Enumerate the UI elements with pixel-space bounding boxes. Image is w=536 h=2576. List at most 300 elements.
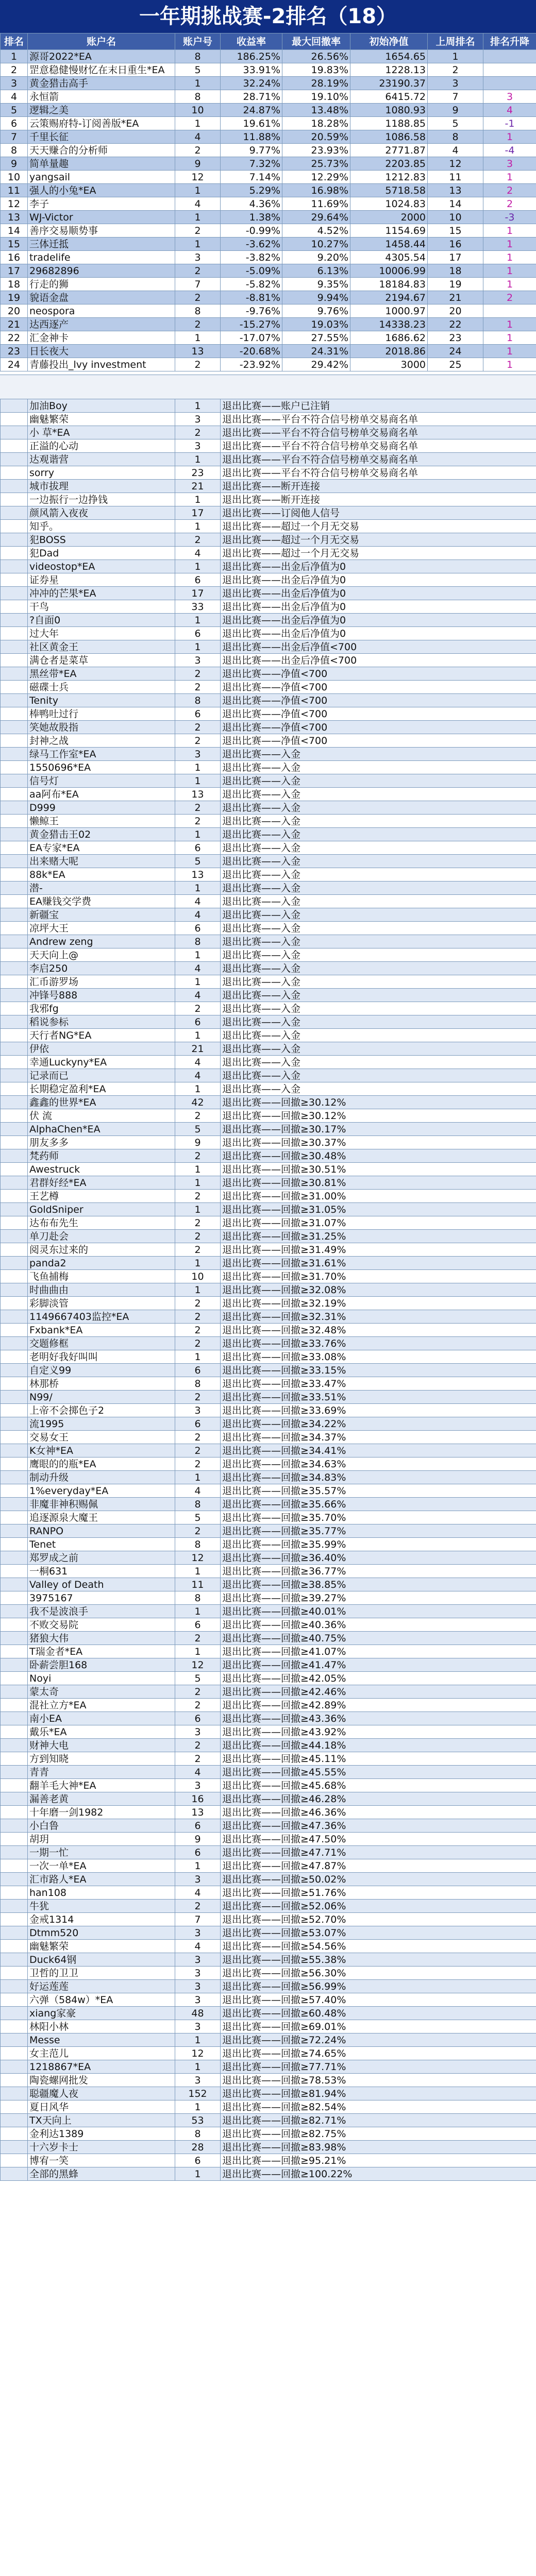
- cell-name: 金戒1314: [28, 1913, 175, 1926]
- cell-rank-empty: [1, 547, 28, 560]
- cell-reason: 退出比赛——入金: [221, 895, 536, 908]
- cell-rank-empty: [1, 1404, 28, 1417]
- cell-acct: 3: [175, 748, 221, 761]
- cell-acct: 2: [175, 224, 221, 238]
- cell-chg: 1: [483, 171, 536, 184]
- cell-chg: 1: [483, 318, 536, 331]
- exited-row: [1, 1524, 536, 1538]
- cell-name: Duck64钢: [28, 1953, 175, 1967]
- cell-reason: 退出比赛——入金: [221, 922, 536, 935]
- cell-name: 犯BOSS: [28, 533, 175, 547]
- cell-reason: 退出比赛——订阅他人信号: [221, 506, 536, 520]
- cell-name: RANPO: [28, 1524, 175, 1538]
- cell-name: Valley of Death: [28, 1578, 175, 1591]
- cell-reason: 退出比赛——平台不符合信号榜单交易商名单: [221, 453, 536, 466]
- cell-reason: 退出比赛——回撤≥44.18%: [221, 1739, 536, 1752]
- cell-chg: 2: [483, 291, 536, 304]
- cell-rank-empty: [1, 1471, 28, 1484]
- exited-row: [1, 1565, 536, 1578]
- cell-acct: 4: [175, 908, 221, 922]
- cell-last: 20: [428, 304, 483, 318]
- cell-acct: 1: [175, 1176, 221, 1190]
- cell-init: 18184.83: [350, 278, 428, 291]
- cell-acct: 1: [175, 238, 221, 251]
- cell-acct: 1: [175, 614, 221, 627]
- cell-reason: 退出比赛——回撤≥33.76%: [221, 1337, 536, 1350]
- exited-row: [1, 1618, 536, 1632]
- cell-name: 朋友多多: [28, 1136, 175, 1149]
- cell-acct: 1: [175, 774, 221, 788]
- cell-rank-empty: [1, 1645, 28, 1658]
- cell-dd: 25.73%: [282, 157, 350, 171]
- cell-name: 知乎。: [28, 520, 175, 533]
- exited-row: [1, 1926, 536, 1940]
- cell-acct: 8: [175, 935, 221, 948]
- exited-row: [1, 439, 536, 453]
- exited-row: [1, 962, 536, 975]
- exited-row: [1, 547, 536, 560]
- cell-rank-empty: [1, 1819, 28, 1833]
- cell-rank-empty: [1, 1873, 28, 1886]
- cell-name: 好运莲莲: [28, 1980, 175, 1993]
- cell-chg: [483, 304, 536, 318]
- cell-name: panda2: [28, 1257, 175, 1270]
- cell-rank: 19: [1, 291, 28, 304]
- cell-rank-empty: [1, 1699, 28, 1712]
- cell-ret: -3.82%: [221, 251, 282, 264]
- cell-reason: 退出比赛——回撤≥42.05%: [221, 1672, 536, 1685]
- cell-rank-empty: [1, 681, 28, 694]
- cell-rank-empty: [1, 935, 28, 948]
- cell-name: 出来赌大呢: [28, 855, 175, 868]
- cell-rank-empty: [1, 2047, 28, 2060]
- cell-rank-empty: [1, 1056, 28, 1069]
- cell-dd: 23.93%: [282, 144, 350, 157]
- cell-acct: 1: [175, 117, 221, 130]
- exited-row: [1, 748, 536, 761]
- exited-row: [1, 681, 536, 694]
- cell-name: 我邪fg: [28, 1002, 175, 1015]
- cell-rank-empty: [1, 774, 28, 788]
- cell-rank-empty: [1, 962, 28, 975]
- cell-acct: 2: [175, 264, 221, 278]
- cell-acct: 3: [175, 1953, 221, 1967]
- cell-last: 16: [428, 238, 483, 251]
- exited-row: [1, 1632, 536, 1645]
- table-row: [1, 77, 536, 90]
- cell-rank-empty: [1, 1632, 28, 1645]
- cell-ret: 11.88%: [221, 130, 282, 144]
- cell-acct: 4: [175, 1069, 221, 1082]
- cell-name: 源哥2022*EA: [28, 50, 175, 63]
- cell-name: videostop*EA: [28, 560, 175, 573]
- cell-reason: 退出比赛——入金: [221, 841, 536, 855]
- table-row: [1, 238, 536, 251]
- cell-reason: 退出比赛——回撤≥31.61%: [221, 1257, 536, 1270]
- cell-acct: 6: [175, 1712, 221, 1725]
- cell-dd: 28.19%: [282, 77, 350, 90]
- cell-rank: 1: [1, 50, 28, 63]
- exited-row: [1, 828, 536, 841]
- exited-row: [1, 1511, 536, 1524]
- cell-init: 2000: [350, 211, 428, 224]
- cell-rank-empty: [1, 1082, 28, 1096]
- cell-acct: 3: [175, 2074, 221, 2087]
- cell-name: 信号灯: [28, 774, 175, 788]
- cell-reason: 退出比赛——回撤≥56.30%: [221, 1967, 536, 1980]
- exited-row: [1, 2047, 536, 2060]
- cell-init: 1654.65: [350, 50, 428, 63]
- cell-name: 过大年: [28, 627, 175, 640]
- cell-reason: 退出比赛——回撤≥33.51%: [221, 1391, 536, 1404]
- cell-rank-empty: [1, 627, 28, 640]
- cell-reason: 退出比赛——出金后净值<700: [221, 654, 536, 667]
- cell-name: AlphaChen*EA: [28, 1123, 175, 1136]
- exited-row: [1, 774, 536, 788]
- cell-acct: 9: [175, 1136, 221, 1149]
- cell-dd: 19.10%: [282, 90, 350, 104]
- cell-name: 达西逐产: [28, 318, 175, 331]
- cell-acct: 1: [175, 453, 221, 466]
- cell-name: 制动升级: [28, 1471, 175, 1484]
- cell-dd: 19.83%: [282, 63, 350, 77]
- cell-reason: 退出比赛——回撤≥34.63%: [221, 1458, 536, 1471]
- cell-chg: 1: [483, 264, 536, 278]
- cell-last: 5: [428, 117, 483, 130]
- cell-reason: 退出比赛——断开连接: [221, 493, 536, 506]
- cell-reason: 退出比赛——回撤≥82.54%: [221, 2100, 536, 2114]
- exited-row: [1, 1766, 536, 1779]
- cell-rank: 23: [1, 345, 28, 358]
- cell-dd: 9.35%: [282, 278, 350, 291]
- exited-row: [1, 1484, 536, 1498]
- cell-name: Tenet: [28, 1538, 175, 1551]
- ranking-table: [0, 49, 536, 371]
- cell-reason: 退出比赛——入金: [221, 1015, 536, 1029]
- cell-rank-empty: [1, 1551, 28, 1565]
- cell-acct: 8: [175, 2127, 221, 2141]
- exited-row: [1, 1297, 536, 1310]
- cell-reason: 退出比赛——回撤≥33.15%: [221, 1364, 536, 1377]
- cell-reason: 退出比赛——回撤≥40.01%: [221, 1605, 536, 1618]
- cell-name: Awestruck: [28, 1163, 175, 1176]
- table-row: [1, 144, 536, 157]
- cell-reason: 退出比赛——回撤≥30.51%: [221, 1163, 536, 1176]
- cell-init: 2203.85: [350, 157, 428, 171]
- cell-reason: 退出比赛——回撤≥60.48%: [221, 2007, 536, 2020]
- cell-acct: 13: [175, 345, 221, 358]
- exited-row: [1, 1578, 536, 1591]
- cell-rank-empty: [1, 922, 28, 935]
- cell-ret: -5.82%: [221, 278, 282, 291]
- cell-reason: 退出比赛——回撤≥56.99%: [221, 1980, 536, 1993]
- cell-name: 郑罗成之前: [28, 1551, 175, 1565]
- cell-name: 封神之战: [28, 734, 175, 748]
- exited-row: [1, 1029, 536, 1042]
- cell-acct: 1: [175, 828, 221, 841]
- cell-acct: 2: [175, 1900, 221, 1913]
- cell-dd: 16.98%: [282, 184, 350, 197]
- cell-name: han108: [28, 1886, 175, 1900]
- cell-reason: 退出比赛——回撤≥42.89%: [221, 1699, 536, 1712]
- table-row: [1, 184, 536, 197]
- exited-row: [1, 841, 536, 855]
- exited-row: [1, 1967, 536, 1980]
- cell-acct: 2: [175, 1752, 221, 1766]
- cell-acct: 2: [175, 1524, 221, 1538]
- cell-last: 23: [428, 331, 483, 345]
- exited-row: [1, 506, 536, 520]
- exited-row: [1, 1739, 536, 1752]
- cell-reason: 退出比赛——回撤≥31.00%: [221, 1190, 536, 1203]
- cell-name: Andrew zeng: [28, 935, 175, 948]
- cell-reason: 退出比赛——入金: [221, 1042, 536, 1056]
- cell-rank: 18: [1, 278, 28, 291]
- cell-acct: 4: [175, 1056, 221, 1069]
- cell-acct: 1: [175, 1029, 221, 1042]
- cell-name: 满仓者是菜草: [28, 654, 175, 667]
- cell-name: 一期一忙: [28, 1846, 175, 1859]
- exited-row: [1, 1940, 536, 1953]
- cell-name: 正溢的心动: [28, 439, 175, 453]
- cell-name: 伏 流: [28, 1109, 175, 1123]
- cell-dd: 11.69%: [282, 197, 350, 211]
- cell-name: 长期稳定盈利*EA: [28, 1082, 175, 1096]
- cell-name: 卧薪尝胆168: [28, 1658, 175, 1672]
- cell-reason: 退出比赛——回撤≥52.06%: [221, 1900, 536, 1913]
- cell-name: EA专家*EA: [28, 841, 175, 855]
- cell-acct: 1: [175, 1471, 221, 1484]
- exited-row: [1, 1391, 536, 1404]
- exited-row: [1, 948, 536, 962]
- exited-row: [1, 1310, 536, 1324]
- cell-acct: 2: [175, 291, 221, 304]
- header-return: 收益率: [221, 33, 282, 50]
- cell-reason: 退出比赛——回撤≥47.50%: [221, 1833, 536, 1846]
- cell-init: 3000: [350, 358, 428, 371]
- cell-chg: 1: [483, 331, 536, 345]
- exited-row: [1, 1605, 536, 1618]
- cell-name: 鹰眼的的瓶*EA: [28, 1458, 175, 1471]
- cell-chg: -1: [483, 117, 536, 130]
- cell-acct: 8: [175, 304, 221, 318]
- cell-ret: -8.81%: [221, 291, 282, 304]
- cell-last: 8: [428, 130, 483, 144]
- cell-acct: 2: [175, 1149, 221, 1163]
- table-row: [1, 130, 536, 144]
- table-row: [1, 50, 536, 63]
- cell-last: 21: [428, 291, 483, 304]
- cell-name: 一桐631: [28, 1565, 175, 1578]
- cell-name: 社区黄金王: [28, 640, 175, 654]
- exited-row: [1, 1283, 536, 1297]
- cell-acct: 2: [175, 144, 221, 157]
- exited-row: [1, 640, 536, 654]
- cell-reason: 退出比赛——回撤≥32.19%: [221, 1297, 536, 1310]
- cell-reason: 退出比赛——入金: [221, 882, 536, 895]
- cell-last: 22: [428, 318, 483, 331]
- cell-acct: 33: [175, 600, 221, 614]
- cell-reason: 退出比赛——回撤≥32.31%: [221, 1310, 536, 1324]
- cell-dd: 4.52%: [282, 224, 350, 238]
- cell-rank-empty: [1, 1364, 28, 1377]
- cell-rank-empty: [1, 2074, 28, 2087]
- cell-acct: 13: [175, 788, 221, 801]
- header-init: 初始净值: [350, 33, 428, 50]
- cell-init: 1000.97: [350, 304, 428, 318]
- cell-name: 汇币游罗场: [28, 975, 175, 989]
- cell-reason: 退出比赛——净值<700: [221, 667, 536, 681]
- cell-rank-empty: [1, 2114, 28, 2127]
- cell-reason: 退出比赛——回撤≥31.70%: [221, 1270, 536, 1283]
- cell-name: 十六岁卡士: [28, 2141, 175, 2154]
- exited-row: [1, 1886, 536, 1900]
- table-row: [1, 104, 536, 117]
- cell-acct: 3: [175, 1993, 221, 2007]
- cell-rank-empty: [1, 1297, 28, 1310]
- cell-acct: 1: [175, 331, 221, 345]
- cell-name: xiang家豪: [28, 2007, 175, 2020]
- cell-acct: 2: [175, 1190, 221, 1203]
- table-header: [0, 33, 536, 50]
- exited-row: [1, 2060, 536, 2074]
- exited-row: [1, 600, 536, 614]
- cell-last: 1: [428, 50, 483, 63]
- cell-dd: 6.13%: [282, 264, 350, 278]
- exited-row: [1, 882, 536, 895]
- header-name: 账户名: [28, 33, 175, 50]
- cell-rank: 10: [1, 171, 28, 184]
- cell-name: 交易女王: [28, 1431, 175, 1444]
- cell-chg: 4: [483, 104, 536, 117]
- cell-rank-empty: [1, 895, 28, 908]
- exited-row: [1, 1109, 536, 1123]
- cell-ret: 33.91%: [221, 63, 282, 77]
- cell-rank-empty: [1, 466, 28, 480]
- cell-acct: 1: [175, 2167, 221, 2181]
- exited-row: [1, 453, 536, 466]
- cell-acct: 1: [175, 1350, 221, 1364]
- exited-row: [1, 1404, 536, 1417]
- cell-acct: 1: [175, 882, 221, 895]
- cell-last: 3: [428, 77, 483, 90]
- cell-reason: 退出比赛——回撤≥30.12%: [221, 1096, 536, 1109]
- exited-row: [1, 2007, 536, 2020]
- cell-rank-empty: [1, 1002, 28, 1015]
- cell-name: 貌语金盘: [28, 291, 175, 304]
- cell-rank-empty: [1, 1806, 28, 1819]
- cell-acct: 2: [175, 358, 221, 371]
- cell-acct: 2: [175, 734, 221, 748]
- cell-dd: 29.64%: [282, 211, 350, 224]
- cell-reason: 退出比赛——平台不符合信号榜单交易商名单: [221, 413, 536, 426]
- cell-reason: 退出比赛——回撤≥38.85%: [221, 1578, 536, 1591]
- cell-name: 老明好我好叫叫: [28, 1350, 175, 1364]
- cell-name: 日长夜大: [28, 345, 175, 358]
- cell-acct: 12: [175, 1658, 221, 1672]
- cell-rank: 21: [1, 318, 28, 331]
- cell-acct: 6: [175, 627, 221, 640]
- cell-acct: 5: [175, 1511, 221, 1524]
- cell-rank-empty: [1, 1578, 28, 1591]
- cell-rank: 4: [1, 90, 28, 104]
- cell-acct: 1: [175, 640, 221, 654]
- cell-rank-empty: [1, 2141, 28, 2154]
- table-row: [1, 117, 536, 130]
- cell-last: 4: [428, 144, 483, 157]
- cell-name: 棒鸭吐过行: [28, 707, 175, 721]
- cell-reason: 退出比赛——入金: [221, 815, 536, 828]
- cell-reason: 退出比赛——回撤≥30.37%: [221, 1136, 536, 1149]
- cell-ret: -15.27%: [221, 318, 282, 331]
- exited-row: [1, 1712, 536, 1725]
- cell-name: Messe: [28, 2033, 175, 2047]
- cell-reason: 退出比赛——回撤≥35.66%: [221, 1498, 536, 1511]
- cell-last: 10: [428, 211, 483, 224]
- cell-rank-empty: [1, 828, 28, 841]
- cell-reason: 退出比赛——回撤≥32.08%: [221, 1283, 536, 1297]
- exited-row: [1, 1819, 536, 1833]
- cell-ret: 24.87%: [221, 104, 282, 117]
- cell-acct: 4: [175, 962, 221, 975]
- exited-row: [1, 1779, 536, 1792]
- cell-name: 博宥一笑: [28, 2154, 175, 2167]
- exited-row: [1, 2100, 536, 2114]
- cell-reason: 退出比赛——回撤≥55.38%: [221, 1953, 536, 1967]
- cell-name: 绿马工作室*EA: [28, 748, 175, 761]
- cell-rank-empty: [1, 1538, 28, 1551]
- cell-rank-empty: [1, 1350, 28, 1364]
- header-row: [1, 33, 536, 50]
- cell-rank-empty: [1, 560, 28, 573]
- cell-acct: 2: [175, 426, 221, 439]
- cell-name: 李启250: [28, 962, 175, 975]
- exited-row: [1, 654, 536, 667]
- table-row: [1, 331, 536, 345]
- cell-rank-empty: [1, 1123, 28, 1136]
- cell-dd: 19.03%: [282, 318, 350, 331]
- cell-reason: 退出比赛——入金: [221, 748, 536, 761]
- cell-rank-empty: [1, 1658, 28, 1672]
- cell-acct: 1: [175, 2100, 221, 2114]
- cell-ret: -23.92%: [221, 358, 282, 371]
- cell-name: 自定义99: [28, 1364, 175, 1377]
- cell-name: aa阿布*EA: [28, 788, 175, 801]
- cell-name: 懒鲸王: [28, 815, 175, 828]
- cell-last: 13: [428, 184, 483, 197]
- cell-rank-empty: [1, 2020, 28, 2033]
- cell-acct: 2: [175, 1685, 221, 1699]
- cell-name: 证券星: [28, 573, 175, 587]
- cell-rank-empty: [1, 694, 28, 707]
- cell-rank-empty: [1, 1618, 28, 1632]
- cell-ret: 7.14%: [221, 171, 282, 184]
- cell-name: 夏日风华: [28, 2100, 175, 2114]
- cell-ret: -3.62%: [221, 238, 282, 251]
- cell-rank-empty: [1, 1766, 28, 1779]
- cell-acct: 1: [175, 975, 221, 989]
- cell-acct: 3: [175, 439, 221, 453]
- cell-reason: 退出比赛——入金: [221, 989, 536, 1002]
- cell-reason: 退出比赛——入金: [221, 855, 536, 868]
- cell-rank-empty: [1, 1444, 28, 1458]
- cell-ret: 7.32%: [221, 157, 282, 171]
- cell-init: 1458.44: [350, 238, 428, 251]
- exited-row: [1, 520, 536, 533]
- cell-reason: 退出比赛——回撤≥47.36%: [221, 1819, 536, 1833]
- cell-rank-empty: [1, 1940, 28, 1953]
- cell-rank-empty: [1, 1565, 28, 1578]
